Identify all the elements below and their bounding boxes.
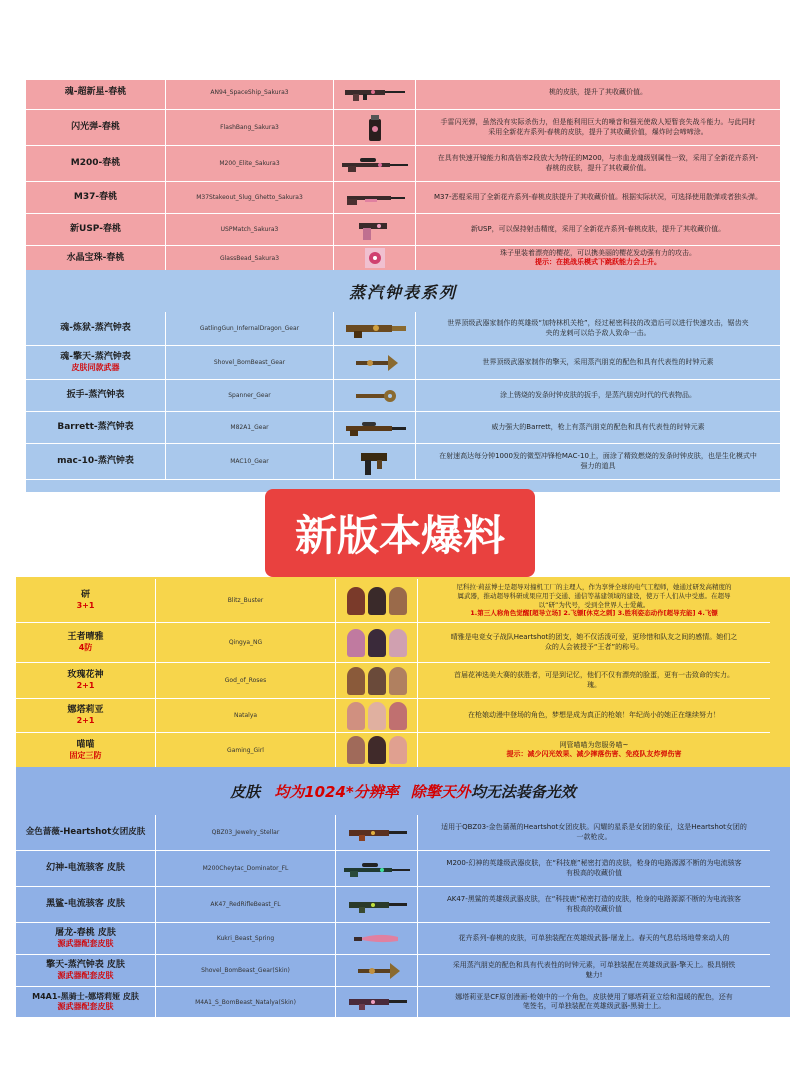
item-description [416,444,780,479]
item-description [418,987,770,1017]
spanner-icon [334,380,416,411]
table-row [26,346,780,380]
rifle-icon [336,815,418,850]
item-name: 扳手-蒸汽钟表 [26,380,166,411]
desc-line: 珠子里装着漂亮的樱花，可以携美丽的樱花发动强有力的攻击。 [500,248,696,257]
desc-line: 魅力! [585,970,603,979]
item-description [418,733,770,767]
item-code: M200Cheytac_Dominator_FL [156,851,336,886]
item-name: Barrett-蒸汽钟表 [26,412,166,443]
table-row [26,412,780,444]
item-description [418,923,770,954]
item-code: QBZ03_Jewelry_Stellar [156,815,336,850]
character-name: 玫瑰花神 [67,670,104,681]
character-name-block [16,663,156,698]
item-code: GlassBead_Sakura3 [166,246,334,270]
top-screenshot [26,80,780,492]
character-name: 王者晴雅 [67,632,104,643]
character-stat: 固定三防 [69,750,102,760]
item-description [418,663,770,698]
desc-line: 一款枪皮。 [576,832,612,841]
item-code: FlashBang_Sakura3 [166,110,334,145]
desc-line: 新USP，可以保持射击精度，采用了全新花卉系列-春桃皮肤，提升了其收藏价值。 [470,224,726,233]
desc-line: 采用全新花卉系列-春桃的皮肤，提升了其收藏价值，爆炸时会啼啼涂。 [488,127,708,136]
desc-line: 众的人会被授予“王者”的称号。 [544,642,644,651]
desc-line: 威力强大的Barrett，枪上有蒸汽朋克的配色和具有代表性的时钟元素 [491,422,705,431]
desc-line: 桃的皮肤，提升了其收藏价值。 [549,87,647,96]
gatling-icon [334,312,416,345]
new-version-banner: 新版本爆料 [265,489,535,577]
item-name: M200-春桃 [26,146,166,181]
desc-line: 强力的道具 [580,461,616,470]
skin-section-header [16,779,790,803]
grenade-icon [334,110,416,145]
table-row [26,182,780,214]
table-row [16,699,770,733]
desc-line: 花卉系列-春桃的皮肤，可单独装配在英雄级武器-屠龙上。春天的气息给场地带来动人的 [458,933,730,942]
item-tag: 皮肤同款武器 [71,363,120,373]
shovel-icon [334,346,416,379]
item-code: M200_Elite_Sakura3 [166,146,334,181]
item-description [418,955,770,986]
item-description [416,214,780,245]
item-code: GatlingGun_InfernalDragon_Gear [166,312,334,345]
skin-tag: 源武器配套皮肤 [57,1002,114,1011]
desc-line: 首届花神选美大赛的获胜者，可是到记忆，他们不仅有漂亮的脸蛋，更有一击致命的实力。 [454,671,734,680]
table-row [26,312,780,346]
skin-name: 黑鲨-电流骇客 皮肤 [16,887,156,922]
sniper-icon [334,146,416,181]
item-description [416,110,780,145]
character-portraits [336,699,418,732]
item-code: USPMatch_Sakura3 [166,214,334,245]
item-code: God_of_Roses [156,663,336,698]
item-name: 水晶宝珠-春桃 [26,246,166,270]
item-code: AN94_SpaceShip_Sakura3 [166,80,334,109]
skin-name-block [16,955,156,986]
item-description [416,380,780,411]
table-row [16,955,770,987]
skin-name: 幻神-电流骇客 皮肤 [16,851,156,886]
item-name-block [26,346,166,379]
desc-line: M37-恶棍采用了全新花卉系列-春桃皮肤提升了其收藏价值。根据实际状况，可选择使用散弹或者独头弹。 [434,192,762,201]
table-row [16,623,770,663]
desc-line: 世界顶级武器家制作的英雄级“加特林机关枪”，经过秘密科技的改造后可以进行快速攻击，锯齿夹 [447,319,749,328]
item-name: 魂-擎天-蒸汽钟表 [60,352,131,363]
desc-line: 采用蒸汽朋克的配色和具有代表性的时钟元素，可单独装配在英雄级武器-擎天上。极具钢铁 [452,961,736,970]
item-description [416,80,780,109]
item-code: Blitz_Buster [156,579,336,622]
item-description [416,146,780,181]
table-row [26,146,780,182]
item-code: Shovel_BomBeast_Gear(Skin) [156,955,336,986]
knife-icon [336,923,418,954]
crystal-orb-icon [334,246,416,270]
desc-line: 瑰。 [587,680,601,689]
item-name: 闪光弹-春桃 [26,110,166,145]
character-stat: 2+1 [76,716,95,726]
character-portraits [336,623,418,662]
skin-name: 金色蔷薇-Heartshot女团皮肤 [16,815,156,850]
table-row [16,923,770,955]
item-description [418,623,770,662]
table-row [26,246,780,270]
character-name: 研 [80,590,90,601]
item-name: M37-春桃 [26,182,166,213]
item-name: 新USP-春桃 [26,214,166,245]
item-code: AK47_RedRifleBeast_FL [156,887,336,922]
desc-line: 晴雅是电竞女子战队Heartshot的团支，她不仅活泼可爱，更珍惜和队友之间的感情。她们之 [450,633,738,642]
character-stat: 3+1 [76,601,95,611]
item-description [416,182,780,213]
item-code: Natalya [156,699,336,732]
sniper-icon [336,851,418,886]
tip-text: 提示：减少闪光效果、减少摔落伤害、免疫队友炸弹伤害 [506,750,682,758]
rifle-icon [336,987,418,1017]
desc-line: 笔签名，可单独装配在英雄级武器-黑骑士上。 [522,1002,666,1010]
tip-text: 提示：在挑战乐模式下跳跃能力会上升。 [535,258,661,266]
skin-name: M4A1-黑骑士-娜塔莉娅 皮肤 [32,992,139,1002]
item-code: Kukri_Beast_Spring [156,923,336,954]
item-description [416,246,780,270]
table-row [16,579,770,623]
shovel-icon [336,955,418,986]
item-description [418,851,770,886]
desc-line: 有极高的收藏价值 [566,904,622,913]
character-name-block [16,579,156,622]
item-code: Spanner_Gear [166,380,334,411]
skin-title: 皮肤 [230,782,261,801]
exception-note: 除擎天外 [410,782,471,801]
barrett-icon [334,412,416,443]
desc-line: 世界顶级武器家制作的擎天，采用蒸汽朋克的配色和具有代表性的时钟元素 [482,357,714,366]
table-row [26,380,780,412]
skin-name-block [16,987,156,1017]
table-row [16,733,770,767]
shotgun-icon [334,182,416,213]
skin-tag: 源武器配套皮肤 [57,971,114,981]
desc-line: 在射速高达每分钟1000发的微型冲锋枪MAC-10上，面涂了精致燃烧的发条时钟皮肤，也是生化模式中 [439,452,757,461]
item-name: mac-10-蒸汽钟表 [26,444,166,479]
table-row [26,444,780,480]
item-code: M82A1_Gear [166,412,334,443]
item-code: M37Stakeout_Slug_Ghetto_Sakura3 [166,182,334,213]
item-description [418,699,770,732]
desc-line: 娜塔莉亚是CF原创漫画-枪娘中的一个角色，皮肤使用了娜塔莉亚立绘和温暖的配色，还有 [455,992,733,1001]
item-code: M4A1_S_BomBeast_Natalya(Skin) [156,987,336,1017]
rifle-icon [336,887,418,922]
resolution-note: 均为1024*分辨率 [274,782,399,801]
effect-note: 均无法装备光效 [470,782,576,801]
desc-line: 春桃的皮肤，提升了其收藏价值。 [545,163,651,172]
item-description [418,815,770,850]
desc-line: 涂上锈烧的发条时钟皮肤的扳手，是蒸汽朋克时代的代表物品。 [500,390,696,399]
character-portraits [336,579,418,622]
bottom-screenshot [16,577,790,1017]
skin-name: 屠龙-春桃 皮肤 [55,928,116,939]
item-name: 魂-超新星-春桃 [26,80,166,109]
desc-line: 尼科拉·莉兹博士是超导对撞机工厂的主理人，作为享誉全球的电气工程师，她通过研发高精度的 [456,582,732,591]
skin-name: 擎天-蒸汽钟表 皮肤 [46,960,125,971]
table-row [26,110,780,146]
desc-line: 手雷闪光弹，虽然没有实际杀伤力，但是能利用巨大的噪音和强光使敌人短暂丧失战斗能力。与此同时 [440,118,756,127]
desc-line: 适用于QBZ03-金色蔷薇的Heartshot女团皮肤。闪耀的星系是女团的象征，这是Heartshot女团的 [441,823,747,832]
desc-line: AK47-黑鲨的英雄级武器皮肤，在“科技鹿”秘密打造的皮肤，枪身的电路源源不断的为电流骇客 [446,895,742,904]
character-stat: 2+1 [76,681,95,691]
item-code: Qingya_NG [156,623,336,662]
item-description [416,346,780,379]
character-name-block [16,699,156,732]
character-name: 喵喵 [76,739,95,750]
desc-line: 有极高的收藏价值 [566,868,622,877]
item-code: Gaming_Girl [156,733,336,767]
character-portraits [336,733,418,767]
item-code: Shovel_BomBeast_Gear [166,346,334,379]
smg-icon [334,444,416,479]
character-name-block [16,733,156,767]
table-row [26,80,780,110]
table-row [16,663,770,699]
skin-tag: 源武器配套皮肤 [57,939,114,949]
desc-line: 在枪娘动漫中登场的角色，梦想是成为真正的枪娘！年纪尚小的她正在继续努力！ [468,710,720,719]
desc-line: 网管喵喵为您服务喵~ [559,740,629,749]
desc-line: 在具有快速开镜能力和高倍率2段放大为特征的M200，与赤血龙魂级别属性一致，采用了全新花卉系列- [437,154,759,163]
table-row [26,214,780,246]
character-name-block [16,623,156,662]
pistol-icon [334,214,416,245]
character-name: 娜塔莉亚 [67,705,104,716]
rifle-icon [334,80,416,109]
item-description [416,312,780,345]
desc-line: M200-幻神的英雄级武器皮肤，在“科技鹿”秘密打造的皮肤，枪身的电路源源不断的为电流骇客 [446,859,742,868]
desc-line: 属武器，推动超导科研成果应用于交通、通信等基建领域的建设，使万千人们从中受惠。在超导 [457,591,731,600]
desc-line: 以“研”为代号，受到全世界人士爱戴。 [538,600,650,609]
tip-text: 1.第三人称角色觉醒[超导立场] 2.飞镖[休克之刺] 3.胜利姿态动作[超导充能] 4.飞镖 [470,609,718,618]
item-description [416,412,780,443]
table-row [16,987,770,1017]
desc-line: 央的龙刺可以给予敌人致命一击。 [545,328,651,337]
item-name: 魂-炼狱-蒸汽钟表 [26,312,166,345]
item-description [418,579,770,622]
character-stat: 4防 [78,643,93,653]
table-row [16,851,770,887]
character-portraits [336,663,418,698]
item-description [418,887,770,922]
section-title: 蒸汽钟表系列 [348,283,457,302]
table-row [16,815,770,851]
skin-name-block [16,923,156,954]
item-code: MAC10_Gear [166,444,334,479]
table-row [16,887,770,923]
